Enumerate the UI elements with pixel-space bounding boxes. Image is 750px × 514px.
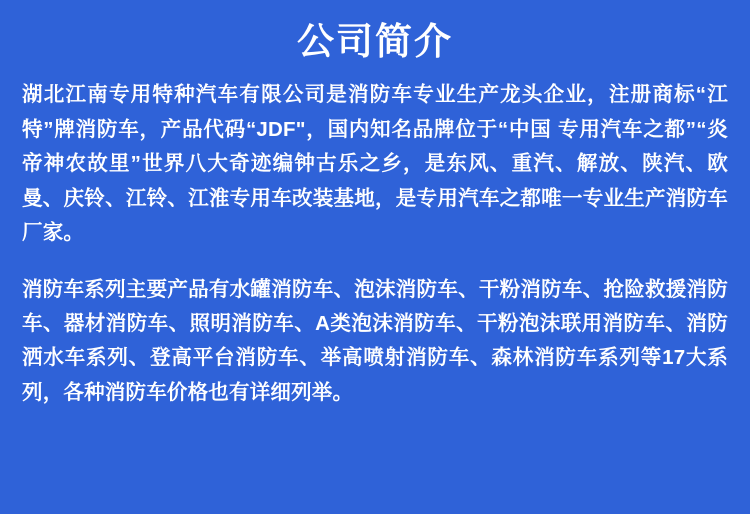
paragraph-2: 消防车系列主要产品有水罐消防车、泡沫消防车、干粉消防车、抢险救援消防车、器材消防车、照明消防车、A类泡沫消防车、干粉泡沫联用消防车、消防洒水车系列、登高平台消防车、举高喷射消防车、森林消防车系列等17大系列，各种消防车价格也有详细列举。 [22,277,728,404]
paragraph-1: 湖北江南专用特种汽车有限公司是消防车专业生产龙头企业，注册商标“江特”牌消防车，产品代码“JDF"，国内知名品牌位于“中国 专用汽车之都”“炎帝神农故里”世界八大奇迹编钟古乐之乡，是东风、重汽、解放、陕汽、欧曼、庆铃、江铃、江淮专用车改装基地，是专用汽车之都唯一专业生产消防车厂家。 [22,83,728,245]
page-title: 公司简介 [297,21,453,62]
profile-body [22,78,728,410]
